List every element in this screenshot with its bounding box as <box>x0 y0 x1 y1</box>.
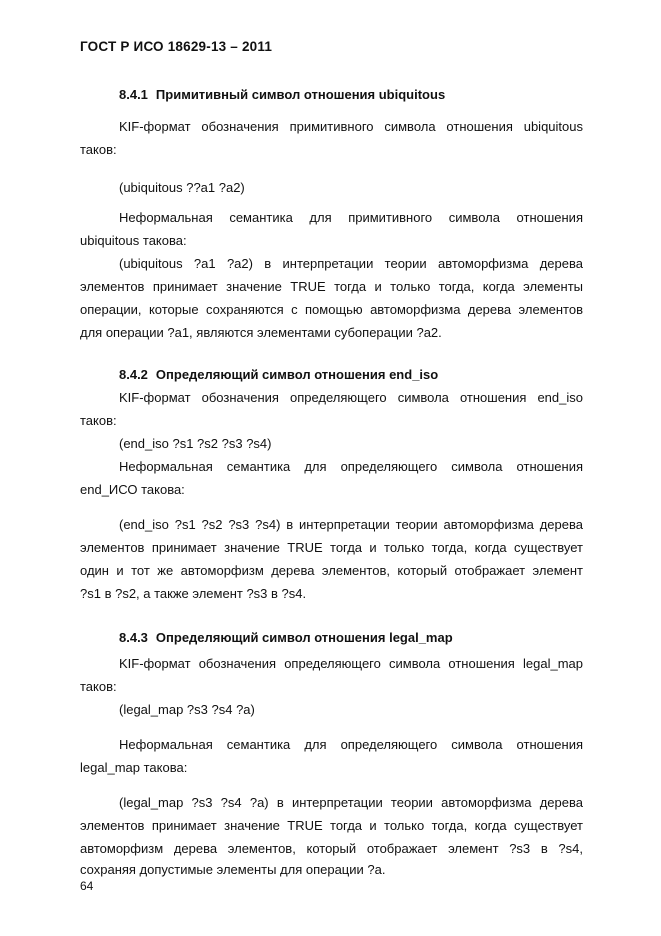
paragraph-line: элементов принимает значение TRUE тогда и только тогда, когда элементы <box>80 279 583 294</box>
paragraph-line: (legal_map ?s3 ?s4 ?a) в интерпретации теории автоморфизма дерева <box>119 795 583 810</box>
kif-expression: (ubiquitous ??a1 ?a2) <box>119 180 245 195</box>
paragraph-line: Неформальная семантика для определяющего символа отношения <box>119 737 583 752</box>
paragraph-line: KIF-формат обозначения определяющего символа отношения legal_map <box>119 656 583 671</box>
paragraph-line: (end_iso ?s1 ?s2 ?s3 ?s4) в интерпретации теории автоморфизма дерева <box>119 517 583 532</box>
section-heading-8-4-2 <box>119 367 438 382</box>
paragraph-line: end_ИСО такова: <box>80 482 185 497</box>
paragraph-line: элементов принимает значение TRUE тогда и только тогда, когда существует <box>80 540 583 555</box>
section-title: Определяющий символ отношения end_iso <box>155 367 439 382</box>
paragraph-line: для операции ?a1, являются элементами субоперации ?a2. <box>80 325 442 340</box>
section-number: 8.4.2 <box>119 367 148 382</box>
section-title: Определяющий символ отношения legal_map <box>155 630 453 645</box>
section-heading-8-4-3 <box>119 630 453 645</box>
paragraph-line: таков: <box>80 413 117 428</box>
section-number: 8.4.1 <box>119 87 148 102</box>
paragraph-line: Неформальная семантика для определяющего символа отношения <box>119 459 583 474</box>
paragraph-line: KIF-формат обозначения определяющего символа отношения end_iso <box>119 390 583 405</box>
paragraph-line: автоморфизм дерева элементов, который отображает элемент ?s3 в ?s4, <box>80 841 583 856</box>
paragraph-line: операции, которые сохраняются с помощью автоморфизма дерева элементов <box>80 302 583 317</box>
paragraph-line: ?s1 в ?s2, а также элемент ?s3 в ?s4. <box>80 586 307 601</box>
paragraph-line: элементов принимает значение TRUE тогда и только тогда, когда существует <box>80 818 583 833</box>
section-number: 8.4.3 <box>119 630 148 645</box>
kif-expression: (legal_map ?s3 ?s4 ?a) <box>119 702 255 717</box>
kif-expression: (end_iso ?s1 ?s2 ?s3 ?s4) <box>119 436 272 451</box>
paragraph-line: (ubiquitous ?a1 ?a2) в интерпретации теории автоморфизма дерева <box>119 256 583 271</box>
page-number: 64 <box>80 879 94 893</box>
paragraph-line: Неформальная семантика для примитивного символа отношения <box>119 210 583 225</box>
paragraph-line: сохраняя допустимые элементы для операции ?a. <box>80 862 386 877</box>
section-heading-8-4-1 <box>119 87 445 102</box>
paragraph-line: один и тот же автоморфизм дерева элементов, который отображает элемент <box>80 563 583 578</box>
section-title: Примитивный символ отношения ubiquitous <box>155 87 446 102</box>
paragraph-line: KIF-формат обозначения примитивного символа отношения ubiquitous <box>119 119 583 134</box>
paragraph-line: таков: <box>80 679 117 694</box>
paragraph-line: таков: <box>80 142 117 157</box>
paragraph-line: legal_map такова: <box>80 760 188 775</box>
paragraph-line: ubiquitous такова: <box>80 233 187 248</box>
document-header: ГОСТ Р ИСО 18629-13 – 2011 <box>80 39 273 54</box>
